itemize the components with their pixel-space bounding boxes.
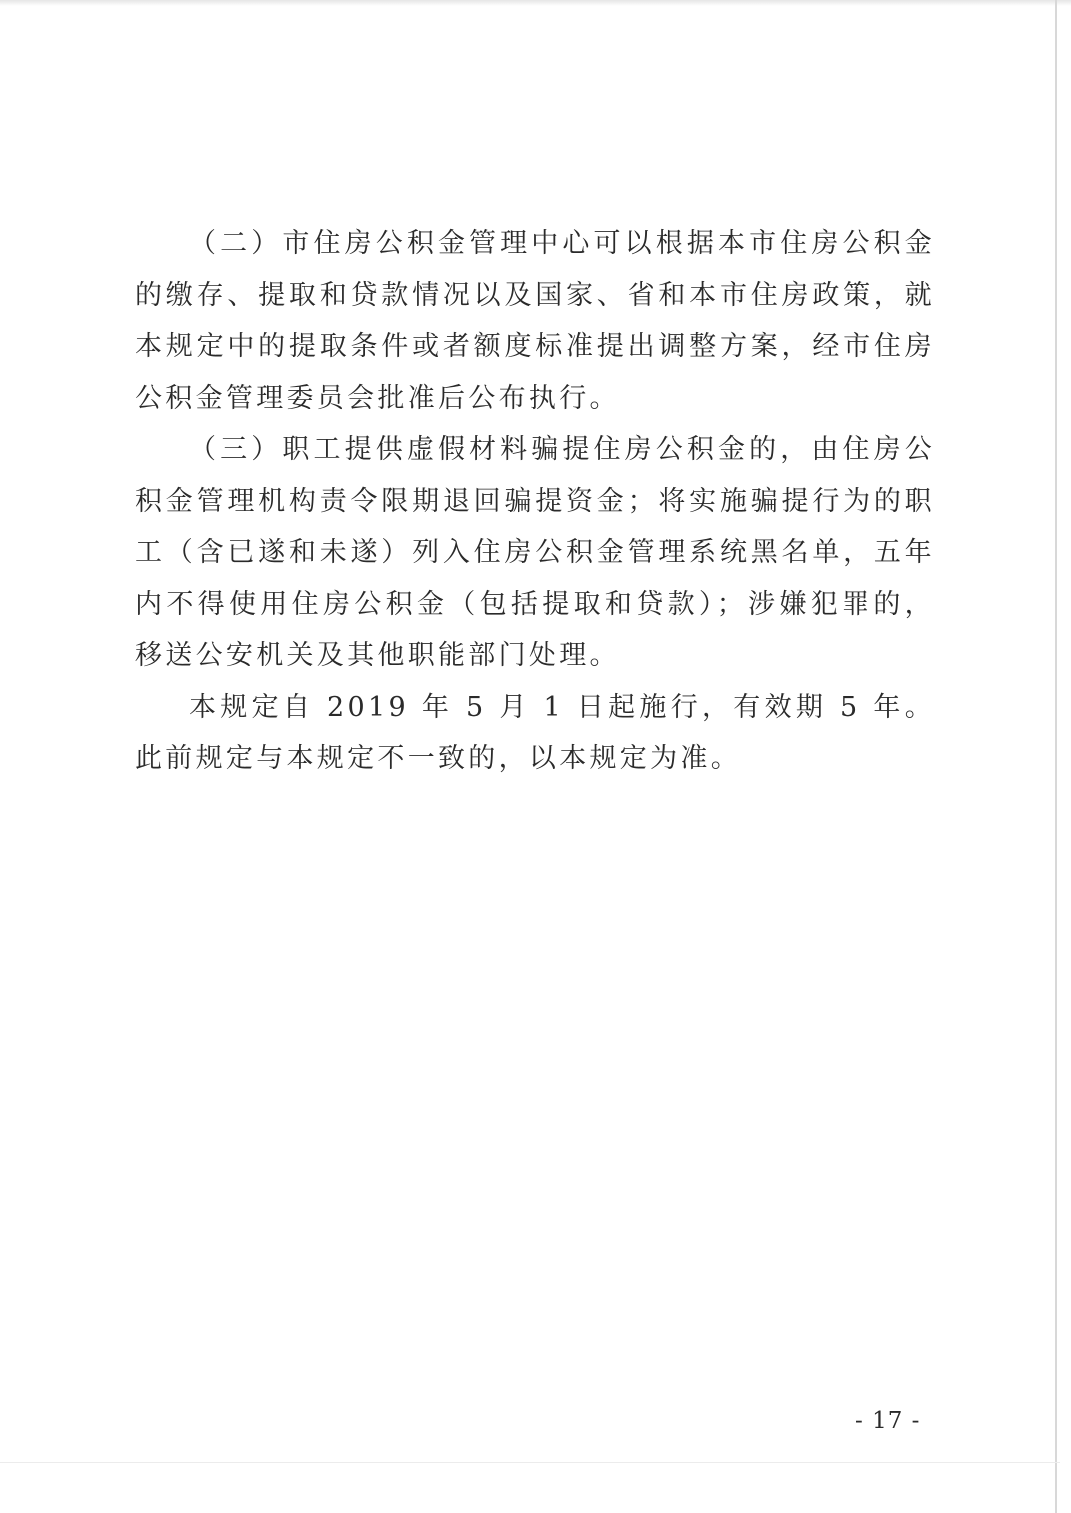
page-edge-top [0, 0, 1071, 6]
paragraph-adjustment-clause: （二）市住房公积金管理中心可以根据本市住房公积金的缴存、提取和贷款情况以及国家、省和本市住房政策，就本规定中的提取条件或者额度标准提出调整方案，经市住房公积金管理委员会批准后公布执行。 [135, 228, 935, 414]
paragraph-effective-date: 本规定自 2019 年 5 月 1 日起施行，有效期 5 年。此前规定与本规定不一致的，以本规定为准。 [135, 691, 935, 774]
page-edge-bottom [0, 1462, 1060, 1463]
page-edge-right [1055, 0, 1057, 1513]
paragraph-fraud-clause: （三）职工提供虚假材料骗提住房公积金的，由住房公积金管理机构责令限期退回骗提资金；将实施骗提行为的职工（含已遂和未遂）列入住房公积金管理系统黑名单，五年内不得使用住房公积金（包括提取和贷款）；涉嫌犯罪的，移送公安机关及其他职能部门处理。 [135, 434, 935, 671]
page-number: - 17 - [855, 1408, 921, 1434]
document-body [135, 218, 935, 785]
